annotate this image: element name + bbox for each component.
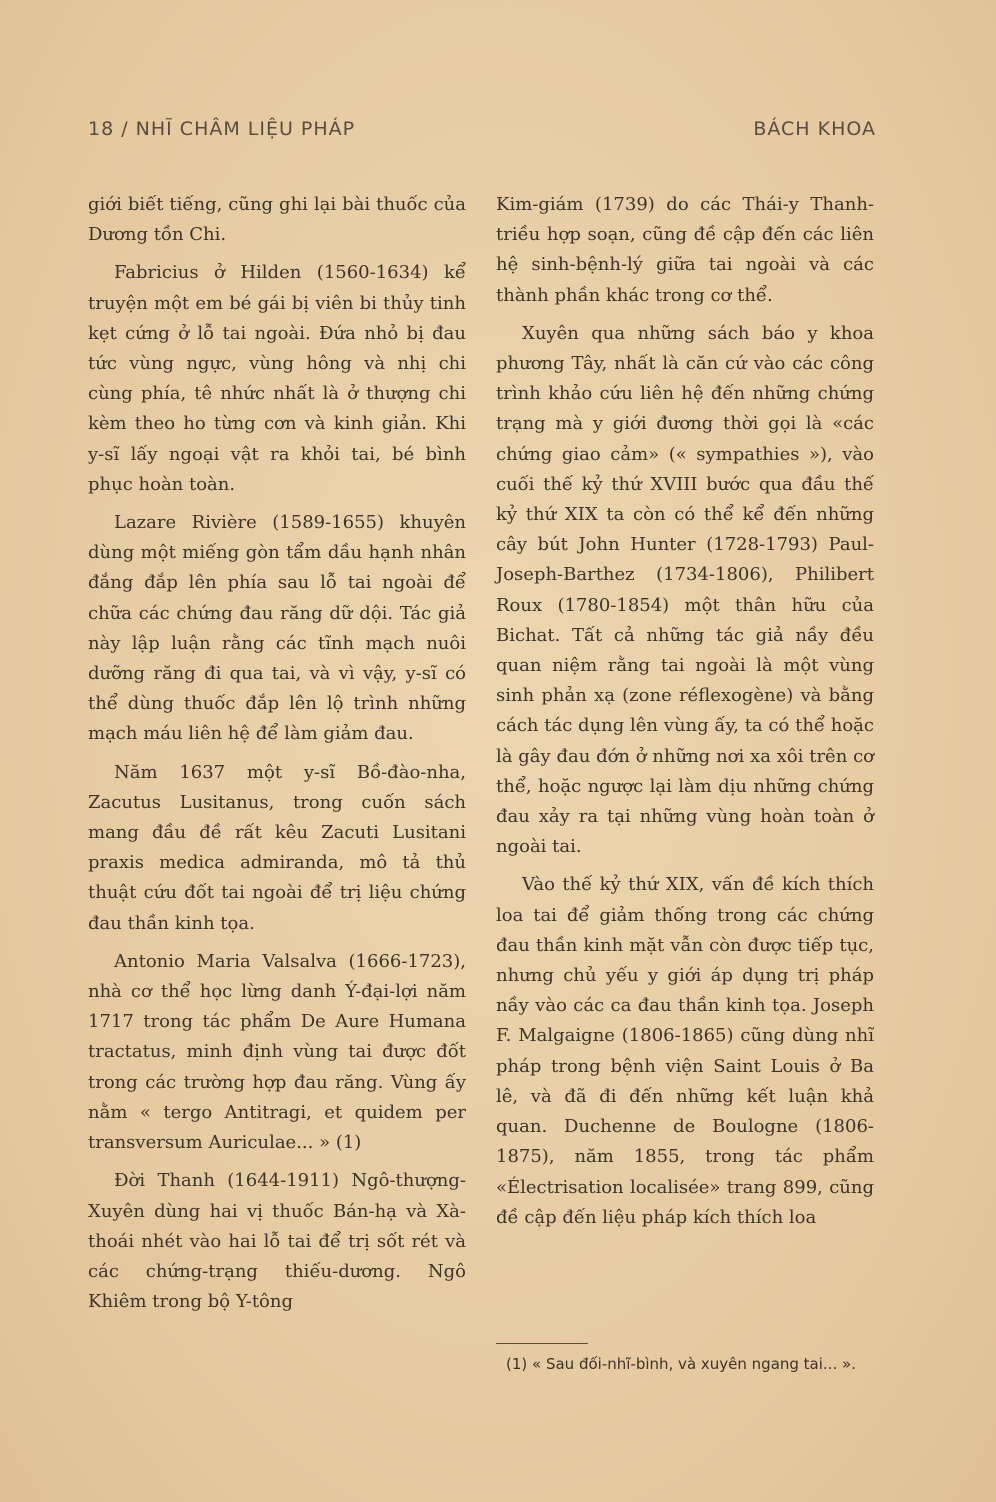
left-column — [88, 190, 466, 1325]
paragraph: Fabricius ở Hilden (1560-1634) kể truyện một em bé gái bị viên bi thủy tinh kẹt cứng ở lỗ tai ngoài. Đứa nhỏ bị đau tức vùng ngực, vùng hông và nhị chi cùng phía, tê nhức nhất là ở thượng chi kèm theo ho từng cơn và kinh giản. Khi y-sĩ lấy ngoại vật ra khỏi tai, bé bình phục hoàn toàn. — [88, 262, 466, 495]
paragraph: Antonio Maria Valsalva (1666-1723), nhà cơ thể học lừng danh Ý-đại-lợi năm 1717 trong tác phẩm De Aure Humana tractatus, minh định vùng tai được đốt trong các trường hợp đau răng. Vùng ấy nằm « tergo Antitragi, et quidem per transversum Auriculae... » (1) — [88, 950, 466, 1154]
right-column — [496, 190, 874, 1241]
paragraph: Đời Thanh (1644-1911) Ngô-thượng-Xuyên dùng hai vị thuốc Bán-hạ và Xà-thoái nhét vào hai lỗ tai để trị sốt rét và các chứng-trạng thiếu-dương. Ngô Khiêm trong bộ Y-tông — [88, 1170, 466, 1313]
header-page-title: 18 / NHĨ CHÂM LIỆU PHÁP — [88, 118, 356, 140]
paragraph: Kim-giám (1739) do các Thái-y Thanh-triều hợp soạn, cũng đề cập đến các liên hệ sinh-bệnh-lý giữa tai ngoài và các thành phần khác trong cơ thể. — [496, 194, 874, 306]
paragraph: giới biết tiếng, cũng ghi lại bài thuốc của Dương tồn Chi. — [88, 194, 466, 246]
paragraph: Xuyên qua những sách báo y khoa phương Tây, nhất là căn cứ vào các công trình khảo cứu liên hệ đến những chứng trạng mà y giới đương thời gọi là «các chứng giao cảm» (« sympathies »), vào cuối thế kỷ thứ XVIII bước qua đầu thế kỷ thứ XIX ta còn có thể kể đến những cây bút John Hunter (1728-1793) Paul-Joseph-Barthez (1734-1806), Philibert Roux (1780-1854) một thân hữu của Bichat. Tất cả những tác giả nầy đều quan niệm rằng tai ngoài là một vùng sinh phản xạ (zone réflexogène) và bằng cách tác dụng lên vùng ấy, ta có thể hoặc là gây đau đớn ở những nơi xa xôi trên cơ thể, hoặc ngược lại làm dịu những chứng đau xảy ra tại những vùng hoàn toàn ở ngoài tai. — [496, 322, 874, 858]
footnote-divider — [496, 1343, 588, 1344]
paragraph: Vào thế kỷ thứ XIX, vấn đề kích thích loa tai để giảm thống trong các chứng đau thần kinh mặt vẫn còn được tiếp tục, nhưng chủ yếu y giới áp dụng trị pháp nầy vào các ca đau thần kinh tọa. Joseph F. Malgaigne (1806-1865) cũng dùng nhĩ pháp trong bệnh viện Saint Louis ở Ba lê, và đã đi đến những kết luận khả quan. Duchenne de Boulogne (1806-1875), năm 1855, trong tác phẩm «Électrisation localisée» trang 899, cũng đề cập đến liệu pháp kích thích loa — [496, 874, 874, 1228]
header-publication: BÁCH KHOA — [753, 118, 876, 140]
footnote: (1) « Sau đối-nhĩ-bình, và xuyên ngang tai... ». — [506, 1355, 856, 1373]
running-header — [88, 118, 876, 150]
paragraph: Lazare Rivière (1589-1655) khuyên dùng một miếng gòn tẩm dầu hạnh nhân đắng đắp lên phía sau lỗ tai ngoài để chữa các chứng đau răng dữ dội. Tác giả này lập luận rằng các tĩnh mạch nuôi dưỡng răng đi qua tai, và vì vậy, y-sĩ có thể dùng thuốc đắp lên lộ trình những mạch máu liên hệ để làm giảm đau. — [88, 512, 466, 745]
paragraph: Năm 1637 một y-sĩ Bồ-đào-nha, Zacutus Lusitanus, trong cuốn sách mang đầu đề rất kêu Zacuti Lusitani praxis medica admiranda, mô tả thủ thuật cứu đốt tai ngoài để trị liệu chứng đau thần kinh tọa. — [88, 761, 466, 934]
